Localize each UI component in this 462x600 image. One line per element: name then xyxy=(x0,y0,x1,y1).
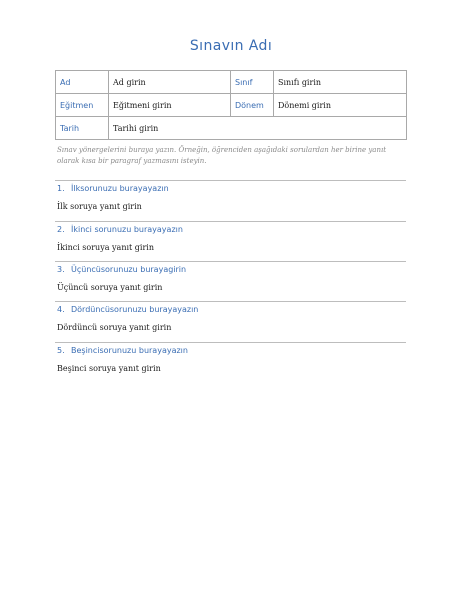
instructor-label: Eğitmen xyxy=(56,94,109,117)
class-field[interactable]: Sınıfı girin xyxy=(274,71,407,94)
class-label: Sınıf xyxy=(231,71,274,94)
question-heading[interactable] xyxy=(57,225,183,234)
question-divider xyxy=(55,180,406,181)
question-heading[interactable] xyxy=(57,305,198,314)
question-heading[interactable] xyxy=(57,184,169,193)
question-prompt: İkinci sorunuzu burayayazın xyxy=(71,225,183,234)
question-number: 4. xyxy=(57,305,65,314)
question-prompt: Dördüncüsorunuzu burayayazın xyxy=(71,305,199,314)
question-number: 1. xyxy=(57,184,65,193)
question-divider xyxy=(55,342,406,343)
question-heading[interactable] xyxy=(57,265,186,274)
date-label: Tarih xyxy=(56,117,109,140)
info-row-instructor-term xyxy=(56,94,407,117)
name-field[interactable]: Ad girin xyxy=(109,71,231,94)
question-divider xyxy=(55,261,406,262)
exam-title[interactable]: Sınavın Adı xyxy=(189,38,273,54)
question-divider xyxy=(55,221,406,222)
question-prompt: İlksorunuzu burayayazın xyxy=(71,184,169,193)
answer-field[interactable]: Dördüncü soruya yanıt girin xyxy=(57,323,172,332)
answer-field[interactable]: Üçüncü soruya yanıt girin xyxy=(57,283,163,292)
answer-field[interactable]: İkinci soruya yanıt girin xyxy=(57,243,155,252)
answer-field[interactable]: İlk soruya yanıt girin xyxy=(57,202,142,211)
info-row-date xyxy=(56,117,407,140)
name-label: Ad xyxy=(56,71,109,94)
question-divider xyxy=(55,301,406,302)
date-field[interactable]: Tarihi girin xyxy=(109,117,407,140)
instructor-field[interactable]: Eğitmeni girin xyxy=(109,94,231,117)
question-number: 2. xyxy=(57,225,65,234)
term-label: Dönem xyxy=(231,94,274,117)
question-prompt: Üçüncüsorunuzu burayagirin xyxy=(71,265,187,274)
question-number: 3. xyxy=(57,265,65,274)
info-row-name-class xyxy=(56,71,407,94)
question-heading[interactable] xyxy=(57,346,188,355)
question-prompt: Beşincisorunuzu burayayazın xyxy=(71,346,188,355)
info-table xyxy=(55,70,407,140)
question-number: 5. xyxy=(57,346,65,355)
answer-field[interactable]: Beşinci soruya yanıt girin xyxy=(57,364,161,373)
term-field[interactable]: Dönemi girin xyxy=(274,94,407,117)
exam-instructions[interactable]: Sınav yönergelerini buraya yazın. Örneğin, öğrenciden aşağıdaki sorulardan her birine yanıt olarak kısa bir paragraf yazmasını isteyin. xyxy=(57,146,387,165)
